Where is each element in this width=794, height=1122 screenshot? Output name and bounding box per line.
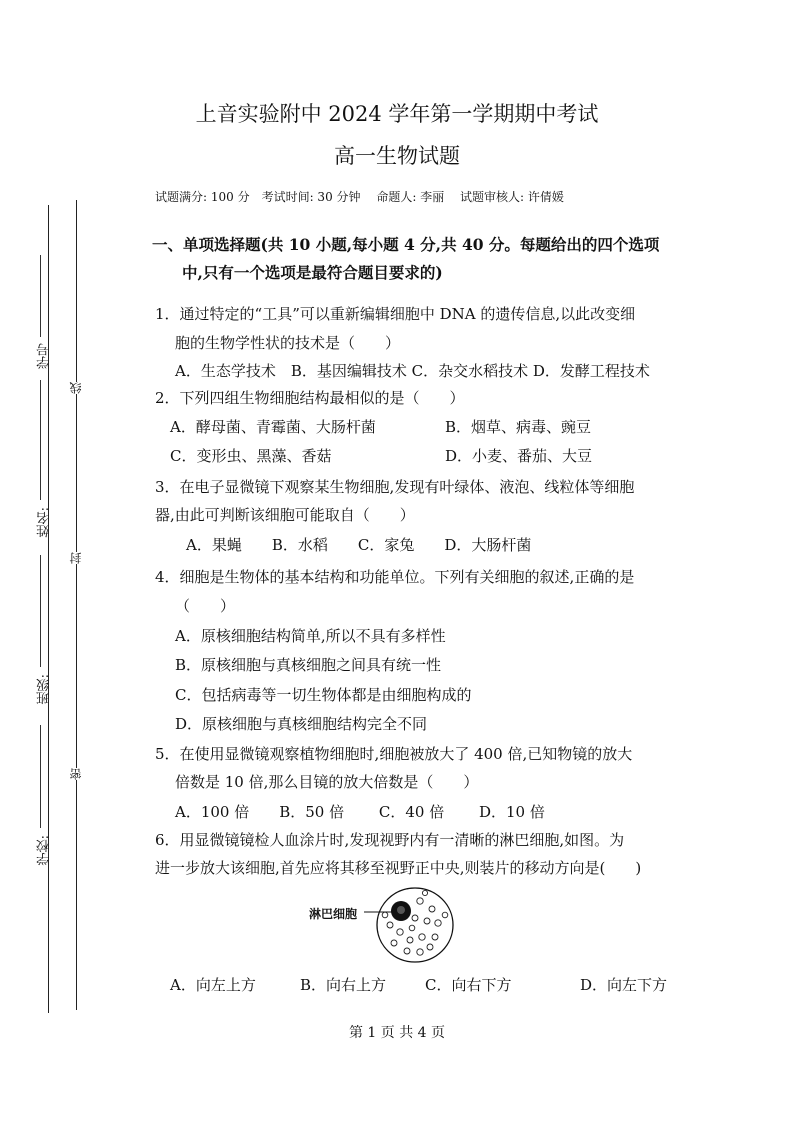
student-id-underline — [40, 255, 41, 337]
q4-option-b: B．原核细胞与真核细胞之间具有统一性 — [175, 656, 442, 674]
exam-title: 上音实验附中 2024 学年第一学期期中考试 — [195, 102, 599, 126]
name-label: 姓名: — [37, 507, 52, 538]
q4-stem-line2: （ ） — [175, 597, 236, 615]
q6-option-c: C．向右下方 — [425, 976, 512, 994]
red-blood-cells — [382, 890, 448, 955]
exam-meta: 试题满分: 100 分 考试时间: 30 分钟 命题人: 李丽 试题审核人: 许倩媛 — [155, 190, 564, 204]
school-underline — [40, 725, 41, 828]
school-label: 学校: — [37, 835, 52, 866]
q3-options: A．果蝇 B．水稻 C．家兔 D．大肠杆菌 — [186, 536, 532, 554]
cut-dense-label: 密 — [69, 768, 83, 780]
q1-options: A．生态学技术 B．基因编辑技术 C．杂交水稻技术 D．发酵工程技术 — [175, 362, 650, 380]
q4-option-c: C．包括病毒等一切生物体都是由细胞构成的 — [175, 686, 472, 704]
q3-stem-line2: 器,由此可判断该细胞可能取自（ ） — [155, 506, 415, 524]
name-underline — [40, 380, 41, 500]
binding-outer-line — [48, 205, 49, 1013]
q2-option-c: C．变形虫、黑藻、香菇 — [170, 447, 332, 465]
q5-options: A．100 倍 B．50 倍 C．40 倍 D．10 倍 — [175, 803, 545, 821]
q6-option-a: A．向左上方 — [170, 976, 256, 994]
cut-line-label: 线 — [69, 382, 83, 394]
q6-option-b: B．向右上方 — [300, 976, 387, 994]
section-heading-line1: 一、单项选择题(共 10 小题,每小题 4 分,共 40 分。每题给出的四个选项 — [152, 235, 660, 254]
q2-option-a: A．酵母菌、青霉菌、大肠杆菌 — [170, 418, 376, 436]
q4-option-a: A．原核细胞结构简单,所以不具有多样性 — [175, 627, 446, 645]
q5-stem-line1: 5．在使用显微镜观察植物细胞时,细胞被放大了 400 倍,已知物镜的放大 — [155, 745, 633, 763]
q2-stem: 2．下列四组生物细胞结构最相似的是（ ） — [155, 389, 465, 407]
section-heading-line2: 中,只有一个选项是最符合题目要求的) — [182, 263, 443, 282]
q4-stem-line1: 4．细胞是生物体的基本结构和功能单位。下列有关细胞的叙述,正确的是 — [155, 568, 635, 586]
q1-stem-line1: 1．通过特定的“工具”可以重新编辑细胞中 DNA 的遗传信息,以此改变细 — [155, 305, 636, 323]
q6-option-d: D．向左下方 — [580, 976, 668, 994]
q5-stem-line2: 倍数是 10 倍,那么目镜的放大倍数是（ ） — [175, 773, 479, 791]
q6-stem-line2: 进一步放大该细胞,首先应将其移至视野正中央,则装片的移动方向是( ) — [155, 859, 642, 877]
q4-option-d: D．原核细胞与真核细胞结构完全不同 — [175, 715, 428, 733]
q2-option-b: B．烟草、病毒、豌豆 — [445, 418, 592, 436]
class-underline — [40, 555, 41, 667]
field-of-view — [377, 888, 453, 962]
q3-stem-line1: 3．在电子显微镜下观察某生物细胞,发现有叶绿体、液泡、线粒体等细胞 — [155, 478, 635, 496]
q1-stem-line2: 胞的生物学性状的技术是（ ） — [175, 334, 401, 352]
q2-option-d: D．小麦、番茄、大豆 — [445, 447, 593, 465]
binding-inner-line — [76, 200, 77, 1010]
lymphocyte-label: 淋巴细胞 — [309, 907, 358, 921]
student-id-label: 学号 — [37, 343, 52, 369]
page-number: 第 1 页 共 4 页 — [348, 1025, 446, 1041]
microscope-field-figure — [360, 885, 470, 965]
q6-stem-line1: 6．用显微镜镜检人血涂片时,发现视野内有一清晰的淋巴细胞,如图。为 — [155, 831, 625, 849]
class-label: 班级: — [37, 674, 52, 705]
exam-subtitle: 高一生物试题 — [334, 144, 460, 168]
cut-seal-label: 封 — [69, 552, 83, 564]
